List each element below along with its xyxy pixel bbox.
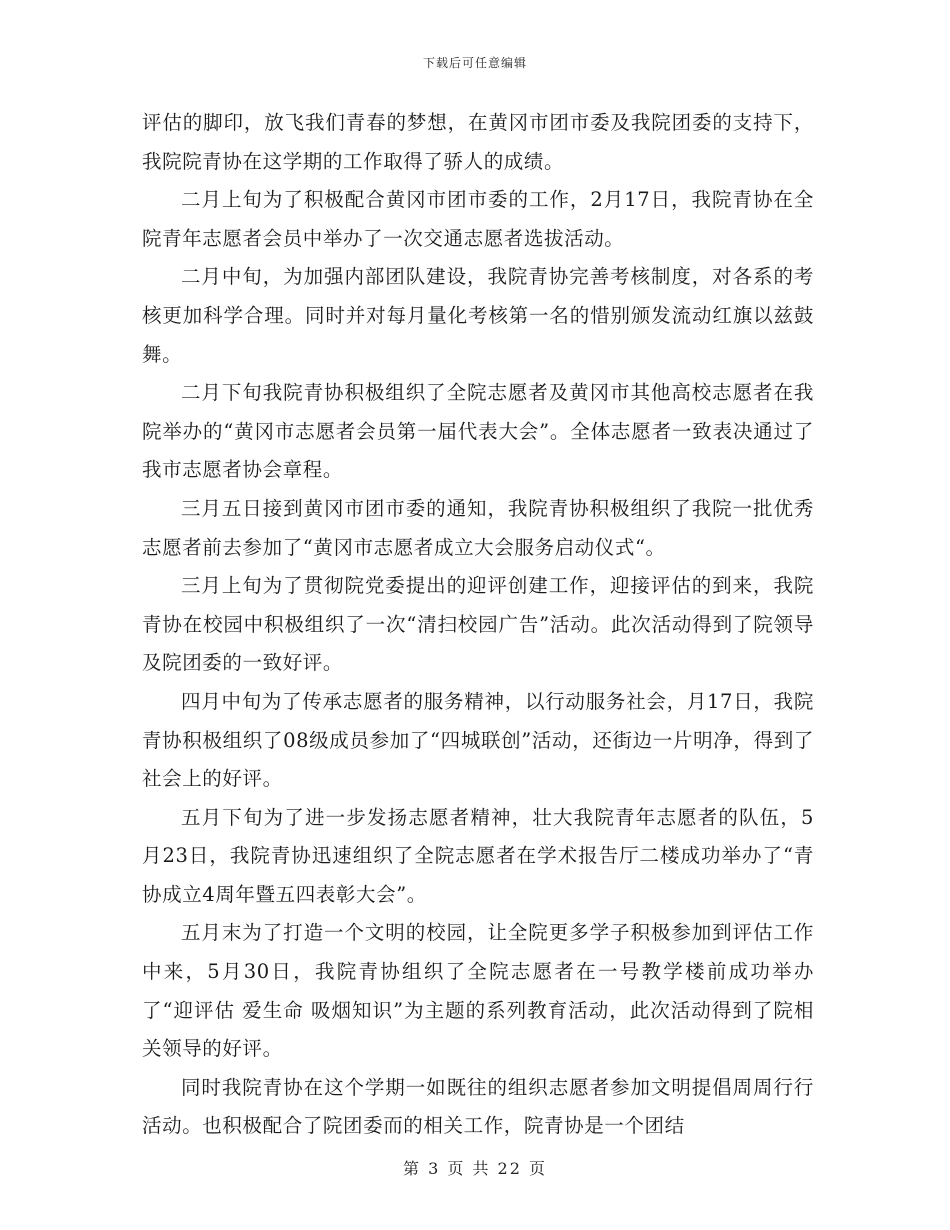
paragraph-2: 二月上旬为了积极配合黄冈市团市委的工作，2月17日，我院青协在全院青年志愿者会员中举办了一次交通志愿者选拔活动。 [142,188,814,250]
paragraph-3: 二月中旬，为加强内部团队建设，我院青协完善考核制度，对各系的考核更加科学合理。同时并对每月量化考核第一名的惜别颁发流动红旗以兹鼓舞。 [142,265,814,366]
footer-middle: 页 共 [447,1159,491,1178]
page-header-note: 下载后可任意编辑 [422,56,527,70]
paragraph-6: 三月上旬为了贯彻院党委提出的迎评创建工作，迎接评估的到来，我院青协在校园中积极组织了一次“清扫校园广告”活动。此次活动得到了院领导及院团委的一致好评。 [142,574,814,675]
paragraph-8: 五月下旬为了进一步发扬志愿者精神，壮大我院青年志愿者的队伍，5月23日，我院青协迅速组织了全院志愿者在学术报告厅二楼成功举办了“青协成立4周年暨五四表彰大会”。 [142,805,814,906]
paragraph-1: 评估的脚印，放飞我们青春的梦想，在黄冈市团市委及我院团委的支持下，我院院青协在这学期的工作取得了骄人的成绩。 [142,111,814,173]
paragraph-10: 同时我院青协在这个学期一如既往的组织志愿者参加文明提倡周周行行活动。也积极配合了院团委而的相关工作，院青协是一个团结 [142,1075,814,1138]
footer-total-pages: 22 [497,1159,522,1178]
footer-prefix: 第 [402,1159,421,1178]
footer-suffix: 页 [529,1159,548,1178]
paragraph-7: 四月中旬为了传承志愿者的服务精神，以行动服务社会，月17日，我院青协积极组织了08级成员参加了“四城联创”活动，还街边一片明净，得到了社会上的好评。 [142,689,814,791]
page-number-footer [0,1156,950,1179]
document-body [142,104,814,1146]
footer-current-page: 3 [428,1159,441,1178]
paragraph-4: 二月下旬我院青协积极组织了全院志愿者及黄冈市其他高校志愿者在我院举办的“黄冈市志愿者会员第一届代表大会”。全体志愿者一致表决通过了我市志愿者协会章程。 [142,381,814,482]
paragraph-9: 五月末为了打造一个文明的校园，让全院更多学子积极参加到评估工作中来，5月30日，我院青协组织了全院志愿者在一号教学楼前成功举办了“迎评估 爱生命 吸烟知识”为主题的系列教育活动，此次活动得到了院相关领导的好评。 [142,921,814,1061]
paragraph-5: 三月五日接到黄冈市团市委的通知，我院青协积极组织了我院一批优秀志愿者前去参加了“黄冈市志愿者成立大会服务启动仪式“。 [142,496,814,559]
